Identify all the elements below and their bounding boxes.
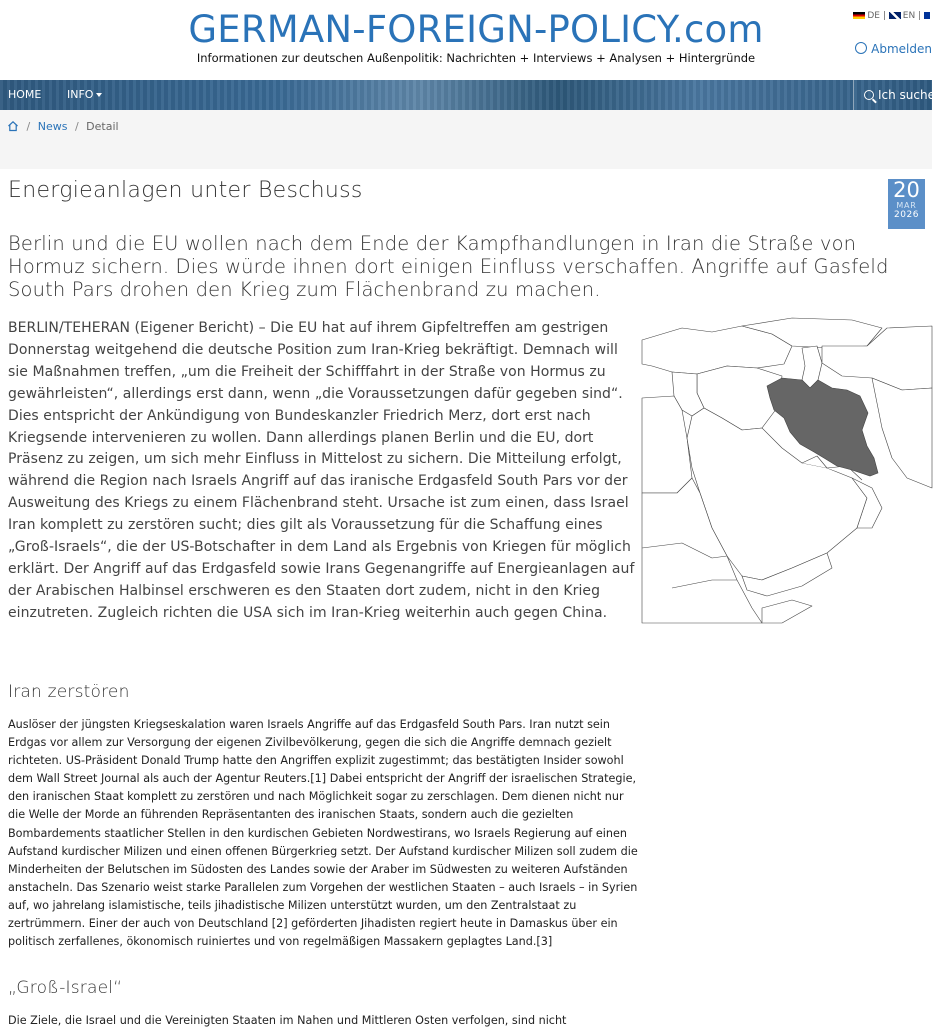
user-circle-icon	[855, 42, 867, 54]
article-title: Energieanlagen unter Beschuss	[8, 178, 363, 203]
nav-info-label: INFO	[67, 88, 94, 101]
lang-separator: |	[882, 11, 886, 21]
map-illustration	[642, 318, 932, 623]
lang-de-link[interactable]: DE	[867, 11, 880, 21]
flag-en-icon	[889, 12, 901, 19]
caret-down-icon	[96, 93, 102, 97]
site-title[interactable]: GERMAN-FOREIGN-POLICY.com	[188, 8, 764, 51]
breadcrumb	[7, 120, 119, 133]
nav-home[interactable]: HOME	[8, 88, 42, 101]
date-day: 20	[893, 178, 920, 202]
search-icon	[864, 90, 874, 100]
breadcrumb-news-link[interactable]: News	[37, 120, 68, 133]
site-subtitle: Informationen zur deutschen Außenpolitik: Nachrichten + Interviews + Analysen + Hintergründe	[196, 51, 756, 65]
logout-label: Abmelden	[871, 42, 932, 56]
section-heading-iran: Iran zerstören	[8, 682, 130, 702]
lang-en-link[interactable]: EN	[902, 11, 916, 21]
lang-separator: |	[918, 11, 922, 21]
breadcrumb-current: Detail	[86, 120, 119, 133]
flag-de-icon	[853, 12, 865, 19]
search-placeholder: Ich suchen	[878, 88, 943, 102]
date-month: MAR	[896, 201, 917, 210]
search-input[interactable]	[853, 80, 943, 110]
breadcrumb-separator: /	[26, 120, 31, 133]
article-lead: Berlin und die EU wollen nach dem Ende der Kampfhandlungen in Iran die Straße von Hormuz sichern. Dies würde ihnen dort einigen Einfluss verschaffen. Angriffe auf Gasfeld South Pars drohen den Krieg zum Flächenbrand zu machen.	[8, 232, 889, 301]
date-badge	[888, 179, 925, 229]
nav-info-dropdown[interactable]	[67, 80, 102, 110]
middle-east-map	[642, 318, 932, 623]
site-header	[0, 0, 932, 80]
home-icon[interactable]	[7, 120, 19, 132]
breadcrumb-separator: /	[74, 120, 79, 133]
date-year: 2026	[894, 210, 919, 220]
breadcrumb-bar	[0, 110, 932, 169]
section-text-gross-israel: Die Ziele, die Israel und die Vereinigten Staaten im Nahen und Mittleren Osten verfolgen, sind nicht	[8, 1014, 567, 1027]
site-logo[interactable]	[0, 8, 932, 52]
flag-icon[interactable]	[924, 12, 930, 19]
article-intro: BERLIN/TEHERAN (Eigener Bericht) – Die EU hat auf ihrem Gipfeltreffen am gestrigen Donnerstag weitgehend die deutsche Position zum Iran-Krieg bekräftigt. Demnach will sie Maßnahmen treffen, „um die Freiheit der Schifffahrt in der Straße von Hormus zu gewährleisten“, allerdings erst dann, wenn „die Voraussetzungen dafür gegeben sind“. Dies entspricht der Ankündigung von Bundeskanzler Friedrich Merz, dort erst nach Kriegsende intervenieren zu wollen. Dann allerdings planen Berlin und die EU, dort Präsenz zu zeigen, um sich mehr Einfluss in Mittelost zu sichern. Die Mitteilung erfolgt, während die Region nach Israels Angriff auf das iranische Erdgasfeld South Pars vor der Ausweitung des Kriegs zu einem Flächenbrand steht. Ursache ist zum einen, dass Israel Iran komplett zu zerstören sucht; dies gilt als Voraussetzung für die Schaffung eines „Groß-Israels“, die der US-Botschafter in dem Land als Ergebnis von Kriegen für möglich erklärt. Der Angriff auf das Erdgasfeld sowie Irans Gegenangriffe auf Energieanlagen auf der Arabischen Halbinsel erschweren es den Staaten dort zudem, nicht in den Krieg einzutreten. Zugleich richten die USA sich im Iran-Krieg weiterhin auch gegen China.	[8, 320, 635, 621]
language-switcher	[853, 11, 932, 21]
section-text-iran: Auslöser der jüngsten Kriegseskalation waren Israels Angriffe auf das Erdgasfeld South Pars. Iran nutzt sein Erdgas vor allem zur Versorgung der eigenen Zivilbevölkerung, gegen die sich die Angriffe demnach gezielt richteten. US-Präsident Donald Trump hatte den Angriffen explizit zugestimmt; das bestätigten Insider sowohl dem Wall Street Journal als auch der Agentur Reuters.[1] Dabei entspricht der Angriff der israelischen Strategie, den iranischen Staat komplett zu zerstören und nach Möglichkeit sogar zu zerschlagen. Dem dienen nicht nur die Welle der Morde an führenden Repräsentanten des iranischen Staats, sondern auch die gezielten Bombardements staatlicher Stellen in den kurdischen Gebieten Nordwestirans, wo Israels Regierung auf einen Aufstand kurdischer Milizen und einen offenen Bürgerkrieg setzt. Der Aufstand kurdischer Milizen soll zudem die Minderheiten der Belutschen im Südosten des Landes sowie der Araber im Südwesten zu weiteren Aufständen anstacheln. Das Szenario weist starke Parallelen zum Vorgehen der westlichen Staaten – auch Israels – in Syrien auf, wo jahrelang islamistische, teils jihadistische Milizen unterstützt wurden, um den Zentralstaat zu zertrümmern. Einer der auch von Deutschland [2] geförderten Jihadisten regiert heute in Damaskus über ein politisch zerfallenes, ökonomisch ruiniertes und von regelmäßigen Massakern geplagtes Land.[3]	[8, 718, 638, 949]
section-heading-gross-israel: „Groß-Israel“	[8, 978, 123, 998]
main-navigation	[0, 80, 943, 110]
logout-link[interactable]	[855, 42, 932, 56]
